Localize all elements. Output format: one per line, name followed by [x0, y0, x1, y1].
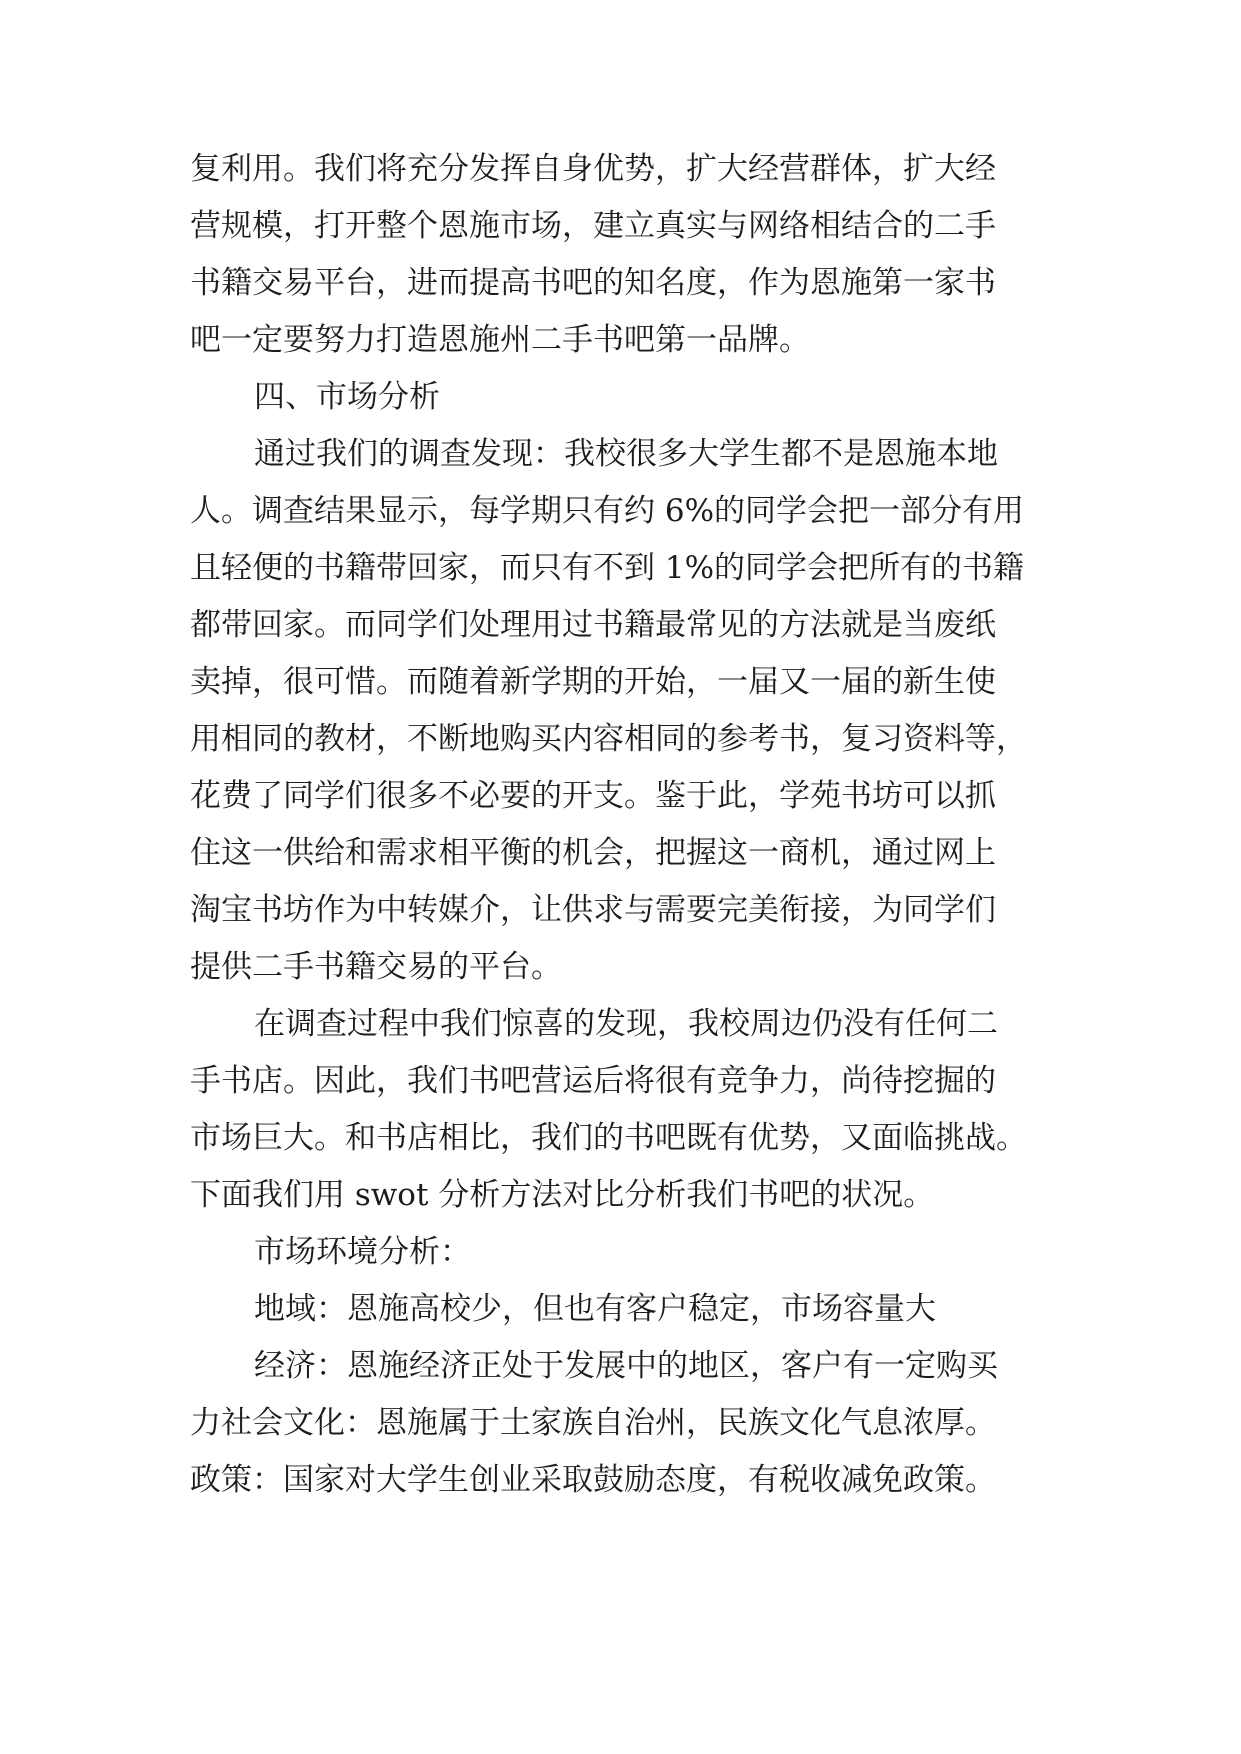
body-text-line: 市场巨大。和书店相比，我们的书吧既有优势，又面临挑战。 — [190, 1120, 1027, 1156]
body-text-line: 书籍交易平台，进而提高书吧的知名度，作为恩施第一家书 — [190, 265, 996, 301]
body-text-line: 力社会文化：恩施属于土家族自治州，民族文化气息浓厚。 — [190, 1405, 996, 1441]
body-text-line: 政策：国家对大学生创业采取鼓励态度，有税收减免政策。 — [190, 1462, 996, 1498]
body-text-line: 都带回家。而同学们处理用过书籍最常见的方法就是当废纸 — [190, 607, 996, 643]
body-text-line: 卖掉，很可惜。而随着新学期的开始，一届又一届的新生使 — [190, 664, 996, 700]
body-text-line: 手书店。因此，我们书吧营运后将很有竞争力，尚待挖掘的 — [190, 1063, 996, 1099]
section-heading: 四、市场分析 — [254, 379, 440, 415]
body-text-line: 人。调查结果显示，每学期只有约 6%的同学会把一部分有用 — [190, 493, 1025, 529]
body-text-line: 地域：恩施高校少，但也有客户稳定，市场容量大 — [254, 1291, 936, 1327]
body-text-line: 用相同的教材，不断地购买内容相同的参考书，复习资料等， — [190, 721, 1027, 757]
body-text-line: 复利用。我们将充分发挥自身优势，扩大经营群体，扩大经 — [190, 151, 996, 187]
body-text-line: 吧一定要努力打造恩施州二手书吧第一品牌。 — [190, 322, 810, 358]
body-text-line: 营规模，打开整个恩施市场，建立真实与网络相结合的二手 — [190, 208, 996, 244]
body-text-line: 在调查过程中我们惊喜的发现，我校周边仍没有任何二 — [254, 1006, 998, 1042]
body-text-line: 通过我们的调查发现：我校很多大学生都不是恩施本地 — [254, 436, 998, 472]
body-text-line: 花费了同学们很多不必要的开支。鉴于此，学苑书坊可以抓 — [190, 778, 996, 814]
body-text-line: 提供二手书籍交易的平台。 — [190, 949, 562, 985]
body-text-line: 且轻便的书籍带回家，而只有不到 1%的同学会把所有的书籍 — [190, 550, 1025, 586]
body-text-line: 经济：恩施经济正处于发展中的地区，客户有一定购买 — [254, 1348, 998, 1384]
subheading: 市场环境分析： — [254, 1234, 471, 1270]
body-text-line: 下面我们用 swot 分析方法对比分析我们书吧的状况。 — [190, 1177, 935, 1213]
body-text-line: 住这一供给和需求相平衡的机会，把握这一商机，通过网上 — [190, 835, 996, 871]
body-text-line: 淘宝书坊作为中转媒介，让供求与需要完美衔接，为同学们 — [190, 892, 996, 928]
